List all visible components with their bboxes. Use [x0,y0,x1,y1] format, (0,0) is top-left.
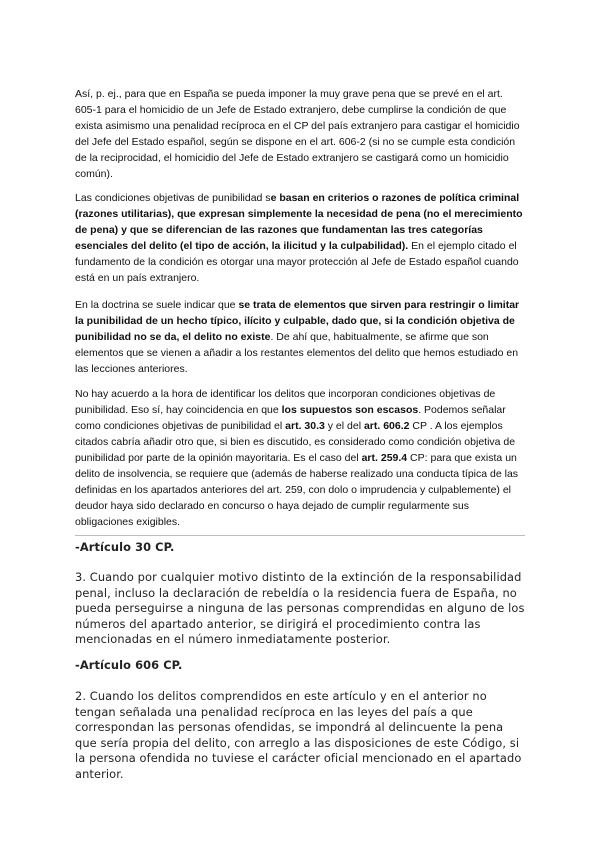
bold-text-run: se trata de elementos que sirven para restringir o limitar la punibilidad de un hecho típico, ilícito y culpable, dado que, si la condición objetiva de punibilidad no se da, el delito no existe [75,299,520,343]
text-run: y el del [324,420,364,432]
text-run: Las condiciones objetivas de punibilidad s [75,192,271,204]
paragraph-scarce-cases [75,386,525,530]
article-reference: art. 30.3 [285,420,325,432]
paragraph-criminal-policy [75,190,525,286]
text-run: . De ahí que, habitualmente, se afirme que son elementos que se vienen a añadir a los restantes elementos del delito que hemos estudiado en las lecciones anteriores. [75,331,519,375]
text-run: CP: para que exista un delito de insolvencia, se requiere que (además de haberse realizado una conducta típica de las definidas en los apartados anteriores del art. 259, con dolo o imprudencia y culpablemente) el deudor haya sido declarado en concurso o haya dejado de cumplir regularmente sus obligaciones exigibles. [75,452,519,528]
article-reference: art. 606.2 [363,420,410,432]
text-run: En el ejemplo citado el fundamento de la condición es otorgar una mayor protección al Jefe de Estado español cuando está en un país extranjero. [75,240,519,284]
article-30-text: 3. Cuando por cualquier motivo distinto de la extinción de la responsabilidad penal, incluso la declaración de rebeldía o la residencia fuera de España, no pueda perseguirse a ninguna de las personas comprendidas en alguno de los números del apartado anterior, se dirigirá el procedimiento contra las mencionadas en el número inmediatamente posterior. [75,570,525,646]
text-run: En la doctrina se suele indicar que [75,299,239,311]
article-30-heading: -Artículo 30 CP. [75,540,175,554]
paragraph-text: Así, p. ej., para que en España se pueda imponer la muy grave pena que se prevé en el art. 605-1 para el homicidio de un Jefe de Estado extranjero, debe cumplirse la condición de que exista asimismo una penalidad recíproca en el CP del país extranjero para castigar el homicidio del Jefe del Estado español, según se dispone en el art. 606-2 (si no se cumple esta condición de la reciprocidad, el homicidio del Jefe de Estado extranjero se castigará como un homicidio común). [75,88,520,180]
bold-text-run: e basan en criterios o razones de política criminal (razones utilitarias), que expresan simplemente la necesidad de pena (no el merecimiento de pena) y que se diferencian de las razones que fundamentan las tres categorías esenciales del delito (el tipo de acción, la ilicitud y la culpabilidad). [75,192,523,252]
paragraph-doctrine [75,297,525,377]
bold-text-run: los supuestos son escasos [281,404,419,416]
article-reference: art. 259.4 [361,452,408,464]
text-run: No hay acuerdo a la hora de identificar los delitos que incorporan condiciones objetivas de punibilidad. Eso sí, hay coincidencia en que [75,388,496,416]
section-divider [75,535,525,536]
article-606-text: 2. Cuando los delitos comprendidos en este artículo y en el anterior no tengan señalada una penalidad recíproca en las leyes del país a que correspondan las personas ofendidas, se impondrá al delincuente la pena que sería propia del delito, con arreglo a las disposiciones de este Código, si la persona ofendida no tuviese el carácter oficial mencionado en el apartado anterior. [75,689,522,781]
text-run: . Podemos señalar como condiciones objetivas de punibilidad el [75,404,506,432]
paragraph-reciprocity-example [75,86,525,182]
article-606-heading: -Artículo 606 CP. [75,658,183,672]
text-run: CP . A los ejemplos citados cabría añadir otro que, si bien es discutido, es considerado como condición objetiva de punibilidad por parte de la opinión mayoritaria. Es el caso del [75,420,516,464]
